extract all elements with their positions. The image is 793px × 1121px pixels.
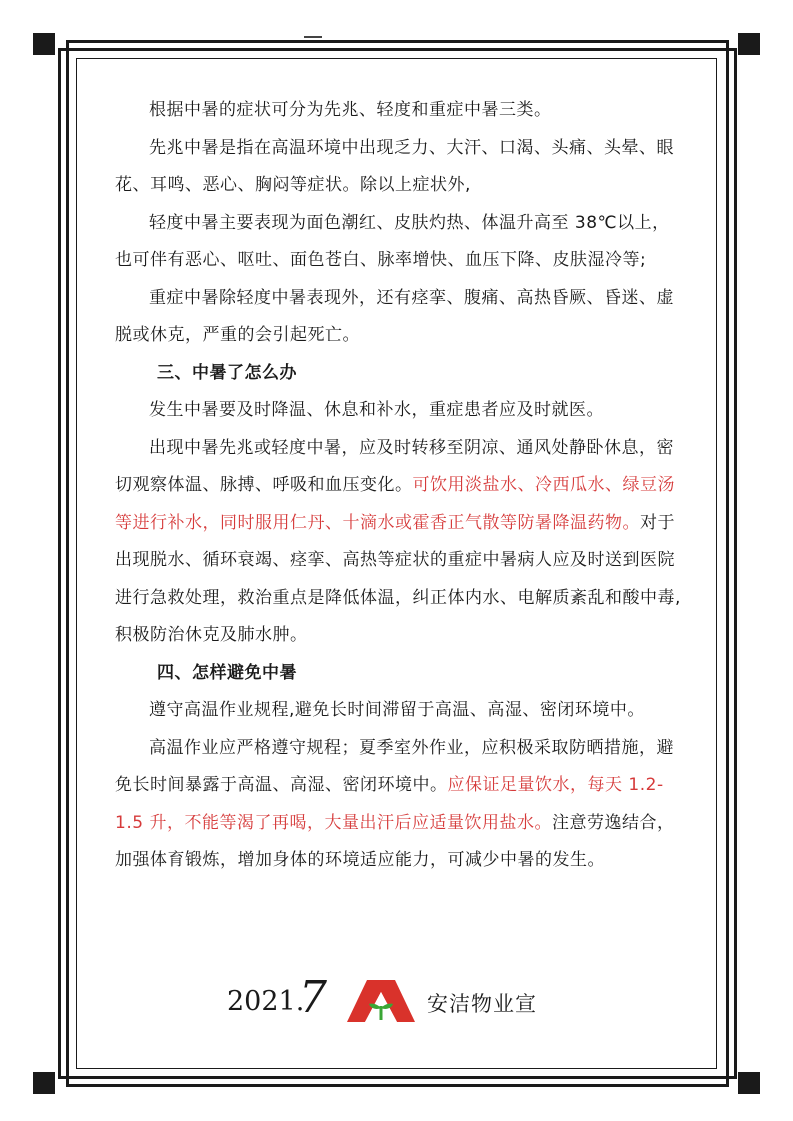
section-heading <box>115 655 681 693</box>
footer-month: 7 <box>299 972 327 1023</box>
text-run: 遵守高温作业规程,避免长时间滞留于高温、高湿、密闭环境中。 <box>149 700 645 720</box>
text-run: 高温作业应严格遵守规程；夏季室外作业，应积极采取防晒措施，避免长时间暴露于高温、高湿、密闭环境中。 <box>115 737 674 795</box>
scan-mark <box>304 36 322 38</box>
text-run: 注意劳逸结合，加强体育锻炼，增加身体的环境适应能力，可减少中暑的发生。 <box>115 812 675 870</box>
text-run: 出现中暑先兆或轻度中暑，应及时转移至阴凉、通风处静卧休息，密切观察体温、脉搏、呼吸和血压变化。 <box>115 437 674 495</box>
paragraph <box>115 392 681 430</box>
text-run: 三、中暑了怎么办 <box>157 362 297 383</box>
document-body <box>115 92 681 880</box>
text-run: 四、怎样避免中暑 <box>157 662 297 683</box>
corner-square-top-left <box>33 33 55 55</box>
text-run: 轻度中暑主要表现为面色潮红、皮肤灼热、体温升高至 38℃以上，也可伴有恶心、呕吐、面色苍白、脉率增快、血压下降、皮肤湿冷等; <box>115 212 670 270</box>
company-name: 安洁物业宣 <box>427 992 537 1016</box>
text-run: 根据中暑的症状可分为先兆、轻度和重症中暑三类。 <box>149 100 552 120</box>
paragraph <box>115 205 681 280</box>
footer <box>0 972 793 1032</box>
paragraph <box>115 130 681 205</box>
paragraph <box>115 280 681 355</box>
footer-year: 2021. <box>227 986 305 1017</box>
paragraph <box>115 692 681 730</box>
company-logo-icon <box>345 976 417 1026</box>
corner-square-bottom-left <box>33 1072 55 1094</box>
paragraph <box>115 730 681 880</box>
text-run: 发生中暑要及时降温、休息和补水，重症患者应及时就医。 <box>149 400 604 420</box>
text-run: 重症中暑除轻度中暑表现外，还有痉挛、腹痛、高热昏厥、昏迷、虚脱或休克，严重的会引起死亡。 <box>115 287 674 345</box>
corner-square-bottom-right <box>738 1072 760 1094</box>
text-run: 对于出现脱水、循环衰竭、痉挛、高热等症状的重症中暑病人应及时送到医院进行急救处理，救治重点是降低体温，纠正体内水、电解质紊乱和酸中毒,积极防治休克及肺水肿。 <box>115 512 681 645</box>
text-run: 先兆中暑是指在高温环境中出现乏力、大汗、口渴、头痛、头晕、眼花、耳鸣、恶心、胸闷等症状。除以上症状外, <box>115 137 674 195</box>
highlighted-text: 应保证足量饮水，每天 1.2-1.5 升，不能等渴了再喝，大量出汗后应适量饮用盐水。 <box>115 775 664 833</box>
paragraph <box>115 92 681 130</box>
paragraph <box>115 430 681 655</box>
highlighted-text: 可饮用淡盐水、冷西瓜水、绿豆汤等进行补水，同时服用仁丹、十滴水或霍香正气散等防暑降温药物。 <box>115 475 675 533</box>
section-heading <box>115 355 681 393</box>
corner-square-top-right <box>738 33 760 55</box>
